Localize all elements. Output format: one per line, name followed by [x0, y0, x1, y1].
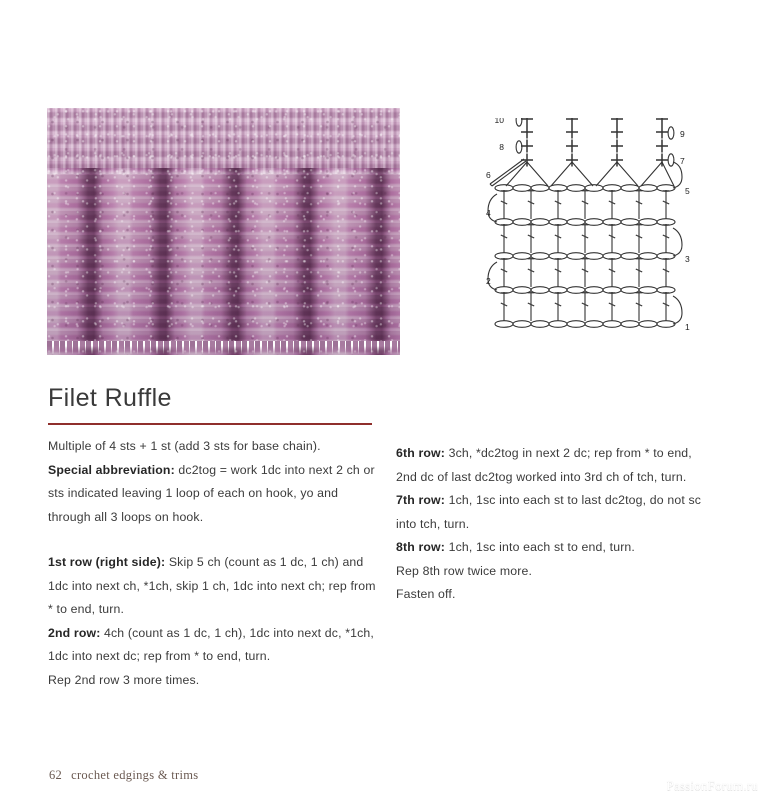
row-text: Fasten off. [396, 587, 456, 601]
chart-label-5: 5 [685, 186, 690, 196]
chart-row-2 [488, 258, 675, 293]
row-text: Skip 5 ch (count as 1 dc, 1 ch) and 1dc into next ch, *1ch, skip 1 ch, 1dc into next ch; rep from * to end, turn. [48, 555, 376, 616]
chart-label-9: 9 [680, 129, 685, 139]
chart-label-8: 8 [499, 142, 504, 152]
row-text: 4ch (count as 1 dc, 1 ch), 1dc into next dc, *1ch, 1dc into next dc; rep from * to end, turn. [48, 625, 374, 663]
row-text: Rep 8th row twice more. [396, 563, 533, 578]
row-instruction [48, 551, 378, 622]
title-divider [48, 423, 372, 425]
row-text: 3ch, *dc2tog in next 2 dc; rep from * to end, 2nd dc of last dc2tog worked into 3rd ch of tch, turn. [396, 446, 692, 484]
instructions-column-left [48, 435, 378, 692]
multiple-text: Multiple of 4 sts + 1 st (add 3 sts for base chain). [48, 439, 321, 453]
page-footer [49, 768, 198, 783]
chart-label-3: 3 [685, 254, 690, 264]
row-text: Rep 2nd row 3 more times. [48, 672, 200, 687]
chart-row-3 [495, 224, 682, 259]
page-number: 62 [49, 768, 63, 782]
special-abbreviation [48, 459, 378, 530]
row-instruction [396, 536, 714, 560]
row-instruction [396, 489, 714, 536]
page-title: Filet Ruffle [48, 384, 172, 412]
row-label: 8th row: [396, 540, 446, 554]
chart-label-10: 10 [494, 118, 504, 125]
photo-yarn-fuzz [47, 108, 400, 355]
row-label: 1st row (right side): [48, 555, 166, 569]
special-abbreviation-label: Special abbreviation: [48, 462, 175, 477]
row-label: 7th row: [396, 493, 446, 507]
chart-label-6: 6 [486, 170, 491, 180]
row-label: 6th row: [396, 446, 446, 460]
row-label: 2nd row: [48, 625, 101, 640]
chart-label-2: 2 [486, 276, 491, 286]
special-abbreviation-text: dc2tog = work 1dc into next 2 ch or sts indicated leaving 1 loop of each on hook, yo and through all 3 loops on hook. [48, 462, 375, 524]
row-text: 1ch, 1sc into each st to end, turn. [445, 540, 635, 554]
chart-label-1: 1 [685, 322, 690, 332]
row-instruction [396, 583, 714, 607]
chart-row-4 [488, 190, 675, 225]
photo-fringe-edge [47, 341, 400, 355]
row-instruction [396, 442, 714, 489]
row-instruction [396, 560, 714, 584]
row-instruction [48, 669, 378, 693]
row-text: 1ch, 1sc into each st to last dc2tog, do not sc into tch, turn. [396, 493, 702, 531]
chart-foundation-chain [495, 292, 682, 327]
column-spacer [48, 529, 378, 551]
chart-row-6-dc2tog [490, 159, 674, 186]
instructions-column-right [396, 442, 714, 607]
watermark: PassionForum.ru [666, 778, 758, 793]
chart-label-7: 7 [680, 156, 685, 166]
sample-photo [47, 108, 400, 355]
book-title: crochet edgings & trims [71, 768, 199, 782]
multiple-line [48, 435, 378, 459]
chart-sc-columns [516, 118, 674, 167]
stitch-chart-svg [484, 118, 696, 338]
chart-label-4: 4 [486, 208, 491, 218]
row-instruction [48, 622, 378, 669]
stitch-chart [484, 118, 696, 338]
